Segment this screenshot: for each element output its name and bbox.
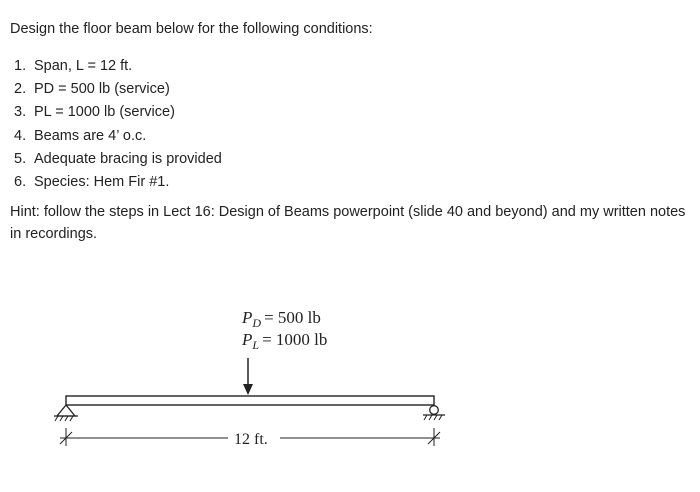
condition-number: 1.: [14, 58, 27, 74]
dead-load-symbol: P: [242, 308, 253, 327]
condition-text: Span, L = 12 ft.: [34, 58, 133, 74]
dead-load-value: = 500 lb: [264, 308, 321, 327]
beam: [66, 396, 434, 405]
dead-load-subscript: D: [252, 316, 262, 330]
live-load-subscript: L: [252, 338, 260, 352]
condition-number: 5.: [14, 150, 27, 167]
condition-item: [14, 102, 222, 125]
span-label: 12 ft.: [234, 431, 268, 448]
dead-load-label: [241, 308, 321, 330]
condition-text: Beams are 4’ o.c.: [34, 127, 147, 144]
condition-text: Adequate bracing is provided: [34, 150, 222, 167]
condition-number: 3.: [14, 104, 27, 121]
condition-item: [14, 56, 222, 79]
condition-item: [14, 149, 222, 172]
span-dimension-line: [60, 428, 440, 446]
condition-number: 2.: [14, 81, 27, 98]
condition-item: [14, 172, 222, 195]
condition-number: 4.: [14, 127, 27, 144]
problem-intro: Design the floor beam below for the following conditions:: [10, 21, 373, 37]
hint-text: Hint: follow the steps in Lect 16: Design of Beams powerpoint (slide 40 and beyond) and my written notes in recordings.: [10, 204, 686, 242]
condition-text: Species: Hem Fir #1.: [34, 173, 170, 190]
live-load-symbol: P: [242, 330, 253, 349]
condition-text: PD = 500 lb (service): [34, 81, 170, 98]
condition-item: [14, 79, 222, 102]
condition-item: [14, 126, 222, 149]
roller-support-icon: [423, 406, 445, 420]
condition-number: 6.: [14, 173, 27, 190]
live-load-label: [241, 330, 327, 352]
live-load-value: = 1000 lb: [262, 330, 328, 349]
conditions-list: [14, 56, 222, 195]
point-load-arrow-icon: [243, 358, 253, 395]
condition-text: PL = 1000 lb (service): [34, 104, 175, 121]
pin-support-icon: [54, 405, 78, 421]
